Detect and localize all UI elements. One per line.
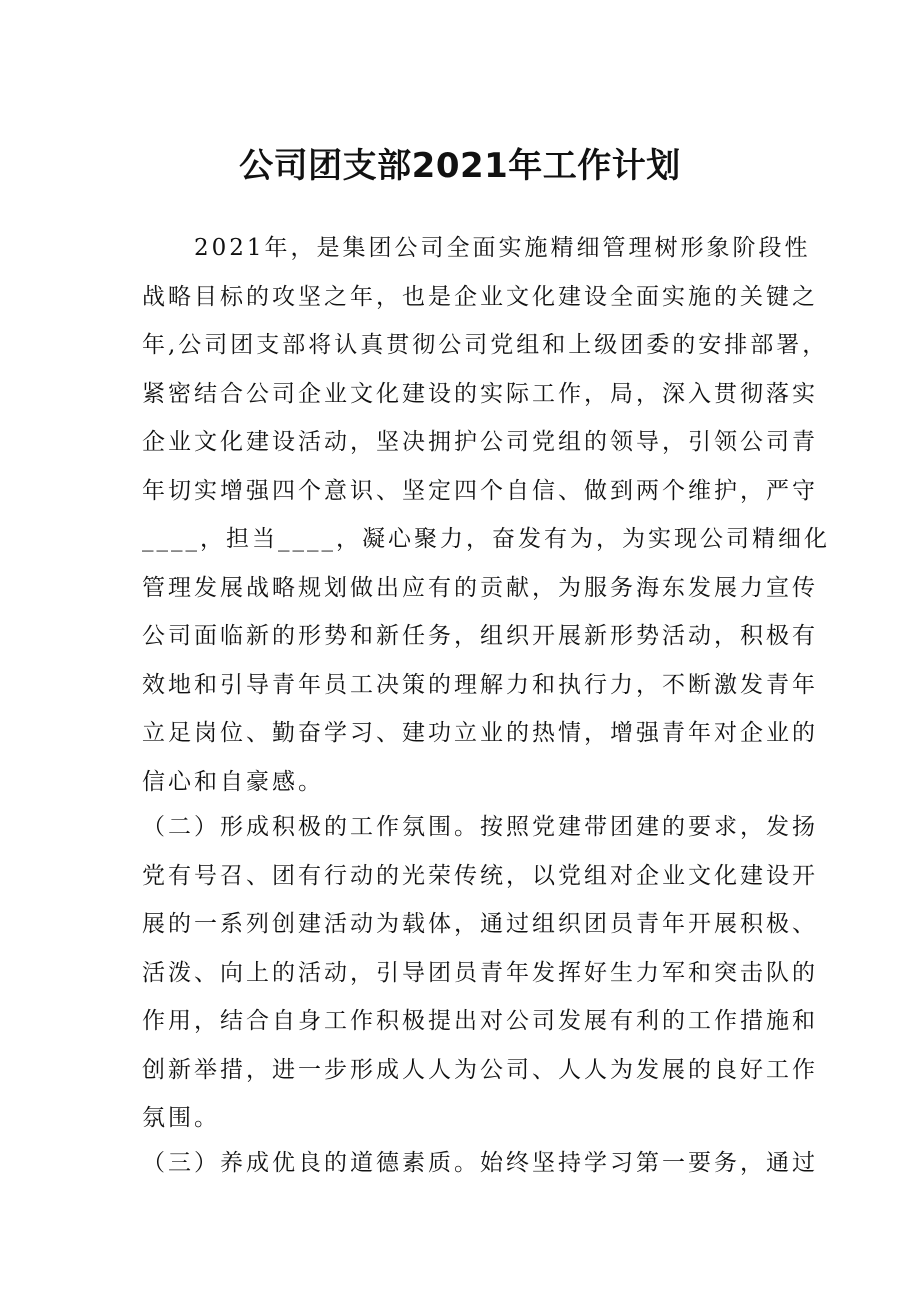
document-title: 公司团支部2021年工作计划 [239,146,681,186]
text-line: （三）养成优良的道德素质。始终坚持学习第一要务，通过 [142,1150,818,1176]
text-line: 公司面临新的形势和新任务，组织开展新形势活动，积极有 [142,623,818,649]
text-line: 年,公司团支部将认真贯彻公司党组和上级团委的安排部署， [142,332,829,358]
text-line: 管理发展战略规划做出应有的贡献，为服务海东发展力宣传 [142,574,818,601]
text-line: （二）形成积极的工作氛围。按照党建带团建的要求，发扬 [142,814,818,840]
text-line: 创新举措，进一步形成人人为公司、人人为发展的良好工作 [142,1056,818,1083]
text-line: ____，担当____，凝心聚力，奋发有为，为实现公司精细化 [142,526,830,552]
text-line: 信心和自豪感。 [142,768,324,795]
text-line: 紧密结合公司企业文化建设的实际工作，局，深入贯彻落实 [142,380,818,407]
text-line: 展的一系列创建活动为载体，通过组织团员青年开展积极、 [142,911,818,937]
text-line: 立足岗位、勤奋学习、建功立业的热情，增强青年对企业的 [142,720,818,746]
paragraph-section-2 [142,803,818,1143]
text-line: 战略目标的攻坚之年，也是企业文化建设全面实施的关键之 [142,283,818,310]
text-line: 党有号召、团有行动的光荣传统，以党组对企业文化建设开 [142,862,818,889]
paragraph-section-3 [142,1139,818,1188]
paragraph-intro [142,224,830,806]
text-line: 效地和引导青年员工决策的理解力和执行力，不断激发青年 [142,671,818,698]
text-line: 2021年，是集团公司全面实施精细管理树形象阶段性 [142,235,811,261]
text-line: 企业文化建设活动，坚决拥护公司党组的领导，引领公司青 [142,429,818,455]
text-line: 年切实增强四个意识、坚定四个自信、做到两个维护，严守 [142,477,818,504]
text-line: 氛围。 [142,1105,220,1131]
text-line: 活泼、向上的活动，引导团员青年发挥好生力军和突击队的 [142,959,818,986]
text-line: 作用，结合自身工作积极提出对公司发展有利的工作措施和 [142,1008,818,1034]
